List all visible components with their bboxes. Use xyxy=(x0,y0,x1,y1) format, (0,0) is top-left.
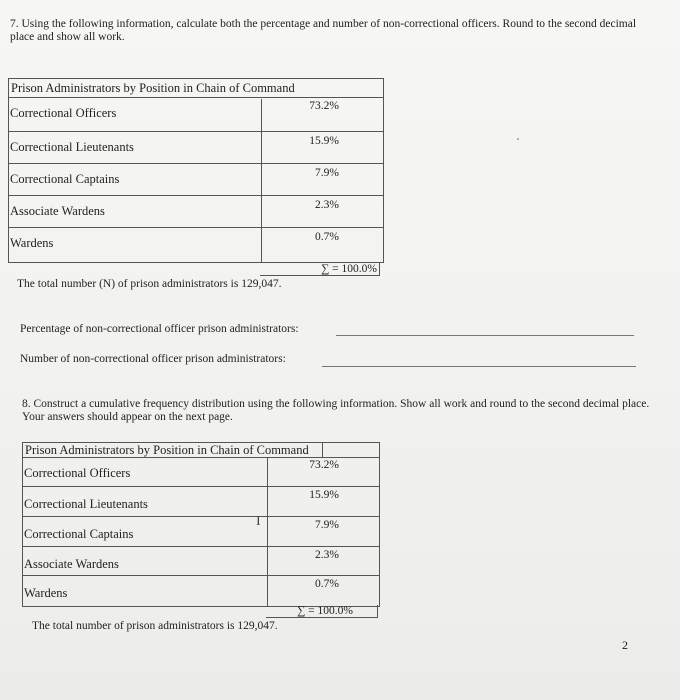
row-value: 7.9% xyxy=(315,519,339,531)
row-value: 73.2% xyxy=(309,100,339,112)
q8-table xyxy=(22,442,380,607)
row-label: Correctional Lieutenants xyxy=(10,140,134,154)
q7-answer-number-blank[interactable] xyxy=(322,366,636,367)
row-label: Associate Wardens xyxy=(24,557,119,571)
q7-table-title: Prison Administrators by Position in Chain of Command xyxy=(9,79,383,98)
row-value: 0.7% xyxy=(315,578,339,590)
row-label: Correctional Officers xyxy=(10,106,117,120)
q7-total-note: The total number (N) of prison administrators is 129,047. xyxy=(17,278,282,290)
row-label: Associate Wardens xyxy=(10,204,105,218)
row-value: 2.3% xyxy=(315,549,339,561)
table-row xyxy=(9,163,383,196)
row-value: 73.2% xyxy=(309,459,339,471)
question-8-text: 8. Construct a cumulative frequency distribution using the following information. Show all work and round to the second decimal place. Your answers should appear on the next page. xyxy=(22,398,650,423)
q8-total-note: The total number of prison administrators is 129,047. xyxy=(32,620,278,632)
table-row xyxy=(23,575,379,607)
row-value: 15.9% xyxy=(309,135,339,147)
q7-answer-percentage-blank[interactable] xyxy=(336,335,634,336)
row-value: 15.9% xyxy=(309,489,339,501)
table-row xyxy=(23,516,379,547)
table-row xyxy=(23,486,379,517)
row-label: Wardens xyxy=(10,236,54,250)
row-value: 2.3% xyxy=(315,199,339,211)
q8-table-title: Prison Administrators by Position in Chain of Command xyxy=(23,443,323,457)
row-value: 0.7% xyxy=(315,231,339,243)
q7-table xyxy=(8,78,384,263)
table-row xyxy=(9,195,383,228)
row-label: Correctional Captains xyxy=(10,172,120,186)
q8-sum: ∑ = 100.0% xyxy=(266,605,378,618)
table-row xyxy=(9,99,383,131)
row-label: Correctional Lieutenants xyxy=(24,497,148,511)
question-7-text: 7. Using the following information, calculate both the percentage and number of non-correctional officers. Round to the second decimal place and show all work. xyxy=(10,18,637,43)
table-row xyxy=(9,131,383,164)
q7-sum: ∑ = 100.0% xyxy=(260,262,380,276)
row-label: Correctional Captains xyxy=(24,527,134,541)
q7-answer-percentage-label: Percentage of non-correctional officer prison administrators: xyxy=(20,323,299,335)
page-number: 2 xyxy=(622,638,628,652)
table-row xyxy=(23,546,379,576)
speck xyxy=(517,138,519,140)
row-value: 7.9% xyxy=(315,167,339,179)
table-row xyxy=(23,457,379,487)
row-label: Wardens xyxy=(24,586,68,600)
q7-answer-number-label: Number of non-correctional officer prison administrators: xyxy=(20,353,286,365)
row-label: Correctional Officers xyxy=(24,466,131,480)
table-row xyxy=(9,227,383,263)
text-cursor-icon: I xyxy=(256,514,261,529)
